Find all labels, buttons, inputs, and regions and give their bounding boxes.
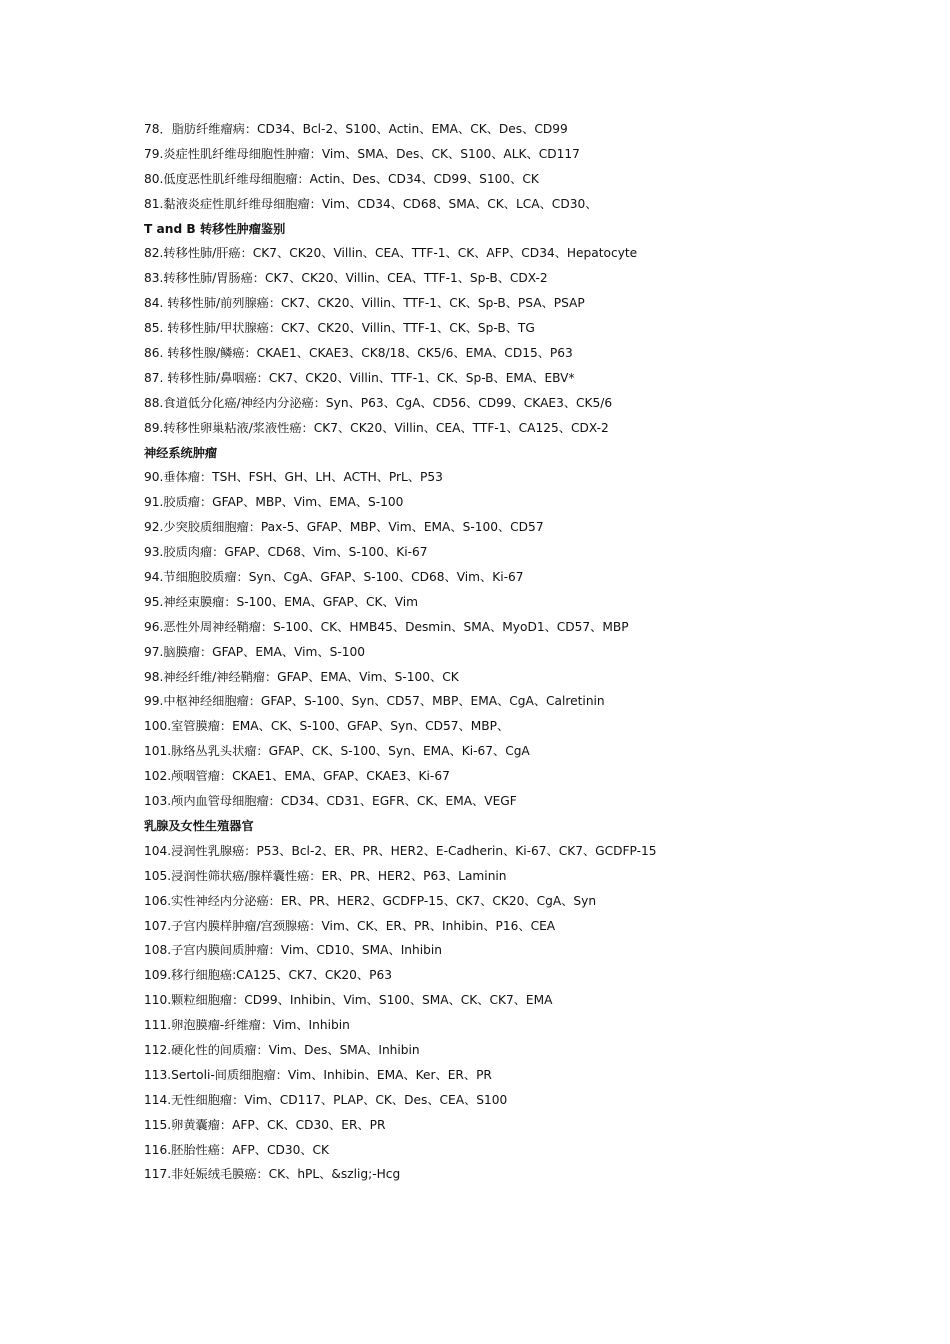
text-line: 106.实性神经内分泌癌：ER、PR、HER2、GCDFP-15、CK7、CK20、CgA、Syn [144, 893, 597, 908]
text-line: 97.脑膜瘤：GFAP、EMA、Vim、S-100 [144, 644, 365, 659]
document-body [144, 117, 904, 1187]
text-line: 112.硬化性的间质瘤：Vim、Des、SMA、Inhibin [144, 1042, 420, 1057]
section-heading: 神经系统肿瘤 [144, 445, 218, 460]
text-line: 105.浸润性筛状癌/腺样囊性癌：ER、PR、HER2、P63、Laminin [144, 868, 507, 883]
text-line: 103.颅内血管母细胞瘤：CD34、CD31、EGFR、CK、EMA、VEGF [144, 794, 517, 809]
text-line: 110.颗粒细胞瘤：CD99、Inhibin、Vim、S100、SMA、CK、CK7、EMA [144, 993, 553, 1008]
text-line: 114.无性细胞瘤：Vim、CD117、PLAP、CK、Des、CEA、S100 [144, 1092, 508, 1107]
text-line: 96.恶性外周神经鞘瘤：S-100、CK、HMB45、Desmin、SMA、MyoD1、CD57、MBP [144, 619, 629, 634]
text-line: 84. 转移性肺/前列腺癌：CK7、CK20、Villin、TTF-1、CK、Sp-B、PSA、PSAP [144, 296, 585, 311]
text-line: 89.转移性卵巢粘液/浆液性癌：CK7、CK20、Villin、CEA、TTF-1、CA125、CDX-2 [144, 420, 609, 435]
text-line: 81.黏液炎症性肌纤维母细胞瘤：Vim、CD34、CD68、SMA、CK、LCA、CD30、 [144, 196, 598, 211]
text-line: 88.食道低分化癌/神经内分泌癌：Syn、P63、CgA、CD56、CD99、CKAE3、CK5/6 [144, 395, 613, 410]
section-heading: T and B 转移性肿瘤鉴别 [144, 221, 286, 236]
text-line: 92.少突胶质细胞瘤：Pax-5、GFAP、MBP、Vim、EMA、S-100、CD57 [144, 520, 544, 535]
text-line: 95.神经束膜瘤：S-100、EMA、GFAP、CK、Vim [144, 594, 419, 609]
text-line: 82.转移性肺/肝癌：CK7、CK20、Villin、CEA、TTF-1、CK、AFP、CD34、Hepatocyte [144, 246, 638, 261]
text-line: 99.中枢神经细胞瘤：GFAP、S-100、Syn、CD57、MBP、EMA、CgA、Calretinin [144, 694, 605, 709]
text-line: 113.Sertoli-间质细胞瘤：Vim、Inhibin、EMA、Ker、ER、PR [144, 1067, 492, 1082]
text-line: 85. 转移性肺/甲状腺癌：CK7、CK20、Villin、TTF-1、CK、Sp-B、TG [144, 321, 535, 336]
text-line: 86. 转移性腺/鳞癌：CKAE1、CKAE3、CK8/18、CK5/6、EMA、CD15、P63 [144, 346, 573, 361]
text-line: 107.子宫内膜样肿瘤/宫颈腺癌：Vim、CK、ER、PR、Inhibin、P16、CEA [144, 918, 556, 933]
text-line: 101.脉络丛乳头状瘤：GFAP、CK、S-100、Syn、EMA、Ki-67、CgA [144, 744, 530, 759]
text-line: 100.室管膜瘤：EMA、CK、S-100、GFAP、Syn、CD57、MBP、 [144, 719, 510, 734]
text-line: 90.垂体瘤：TSH、FSH、GH、LH、ACTH、PrL、P53 [144, 470, 443, 485]
text-line: 108.子宫内膜间质肿瘤：Vim、CD10、SMA、Inhibin [144, 943, 442, 958]
text-line: 111.卵泡膜瘤-纤维瘤：Vim、Inhibin [144, 1018, 350, 1033]
text-line: 109.移行细胞癌:CA125、CK7、CK20、P63 [144, 968, 392, 983]
text-line: 116.胚胎性癌：AFP、CD30、CK [144, 1142, 330, 1157]
text-line: 91.胶质瘤：GFAP、MBP、Vim、EMA、S-100 [144, 495, 404, 510]
text-line: 94.节细胞胶质瘤：Syn、CgA、GFAP、S-100、CD68、Vim、Ki-67 [144, 570, 524, 585]
text-line: 79.炎症性肌纤维母细胞性肿瘤：Vim、SMA、Des、CK、S100、ALK、CD117 [144, 146, 580, 161]
text-line: 87. 转移性肺/鼻咽癌：CK7、CK20、Villin、TTF-1、CK、Sp-B、EMA、EBV* [144, 370, 575, 385]
text-line: 78．脂肪纤维瘤病：CD34、Bcl-2、S100、Actin、EMA、CK、Des、CD99 [144, 122, 568, 136]
text-line: 83.转移性肺/胃肠癌：CK7、CK20、Villin、CEA、TTF-1、Sp-B、CDX-2 [144, 271, 548, 286]
text-line: 102.颅咽管瘤：CKAE1、EMA、GFAP、CKAE3、Ki-67 [144, 769, 450, 784]
text-line: 80.低度恶性肌纤维母细胞瘤：Actin、Des、CD34、CD99、S100、CK [144, 171, 539, 186]
text-line: 104.浸润性乳腺癌：P53、Bcl-2、ER、PR、HER2、E-Cadherin、Ki-67、CK7、GCDFP-15 [144, 843, 657, 858]
text-line: 117.非妊娠绒毛膜癌：CK、hPL、&szlig;-Hcg [144, 1167, 401, 1182]
section-heading: 乳腺及女性生殖器官 [144, 818, 254, 833]
text-line: 98.神经纤维/神经鞘瘤：GFAP、EMA、Vim、S-100、CK [144, 669, 459, 684]
text-line: 93.胶质肉瘤：GFAP、CD68、Vim、S-100、Ki-67 [144, 545, 428, 560]
text-line: 115.卵黄囊瘤：AFP、CK、CD30、ER、PR [144, 1117, 386, 1132]
